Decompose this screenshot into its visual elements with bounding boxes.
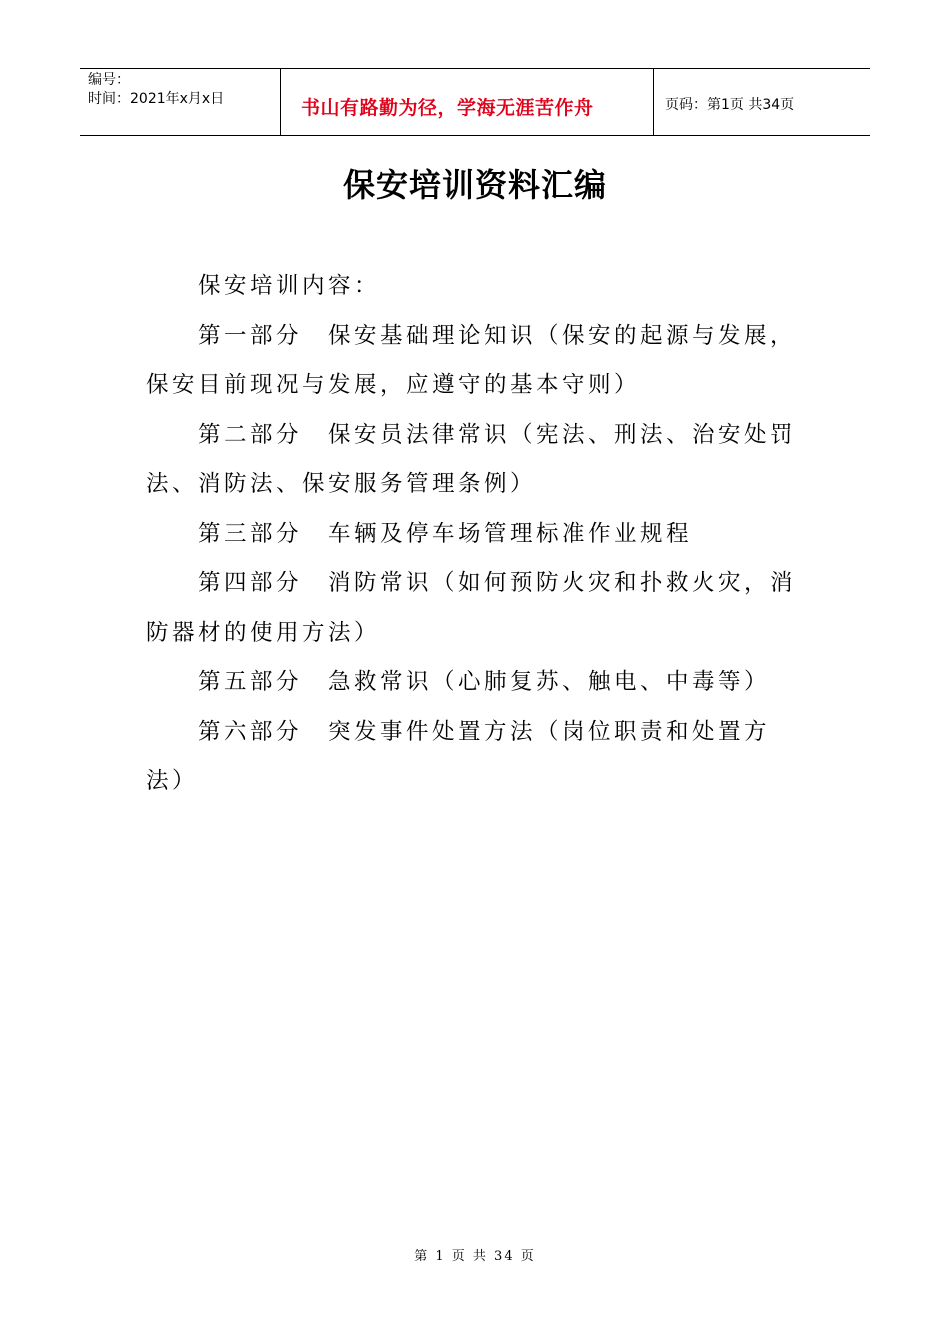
page-header bbox=[80, 68, 870, 136]
number-label: 编号： bbox=[88, 72, 130, 88]
header-meta-cell bbox=[80, 69, 281, 135]
header-page-info: 页码：第1页 共34页 bbox=[665, 97, 795, 113]
paragraph-part-5: 第五部分 急救常识（心肺复苏、触电、中毒等） bbox=[198, 669, 771, 695]
document-title: 保安培训资料汇编 bbox=[342, 166, 607, 204]
paragraph-intro: 保安培训内容： bbox=[198, 273, 381, 299]
paragraph-part-2: 第二部分 保安员法律常识（宪法、刑法、治安处罚法、消防法、保安服务管理条例） bbox=[146, 421, 797, 497]
paragraph-part-1: 第一部分 保安基础理论知识（保安的起源与发展，保安目前现况与发展，应遵守的基本守则） bbox=[146, 322, 797, 398]
paragraph-part-3: 第三部分 车辆及停车场管理标准作业规程 bbox=[198, 520, 693, 547]
document-body bbox=[146, 262, 806, 807]
page-footer: 第 1 页 共 34 页 bbox=[414, 1249, 536, 1264]
time-label: 时间：2021年x月x日 bbox=[88, 91, 225, 107]
paragraph-part-4: 第四部分 消防常识（如何预防火灾和扑救火灾，消防器材的使用方法） bbox=[146, 570, 797, 646]
paragraph-part-6: 第六部分 突发事件处置方法（岗位职责和处置方法） bbox=[146, 718, 771, 794]
header-motto: 书山有路勤为径，学海无涯苦作舟 bbox=[281, 69, 654, 135]
